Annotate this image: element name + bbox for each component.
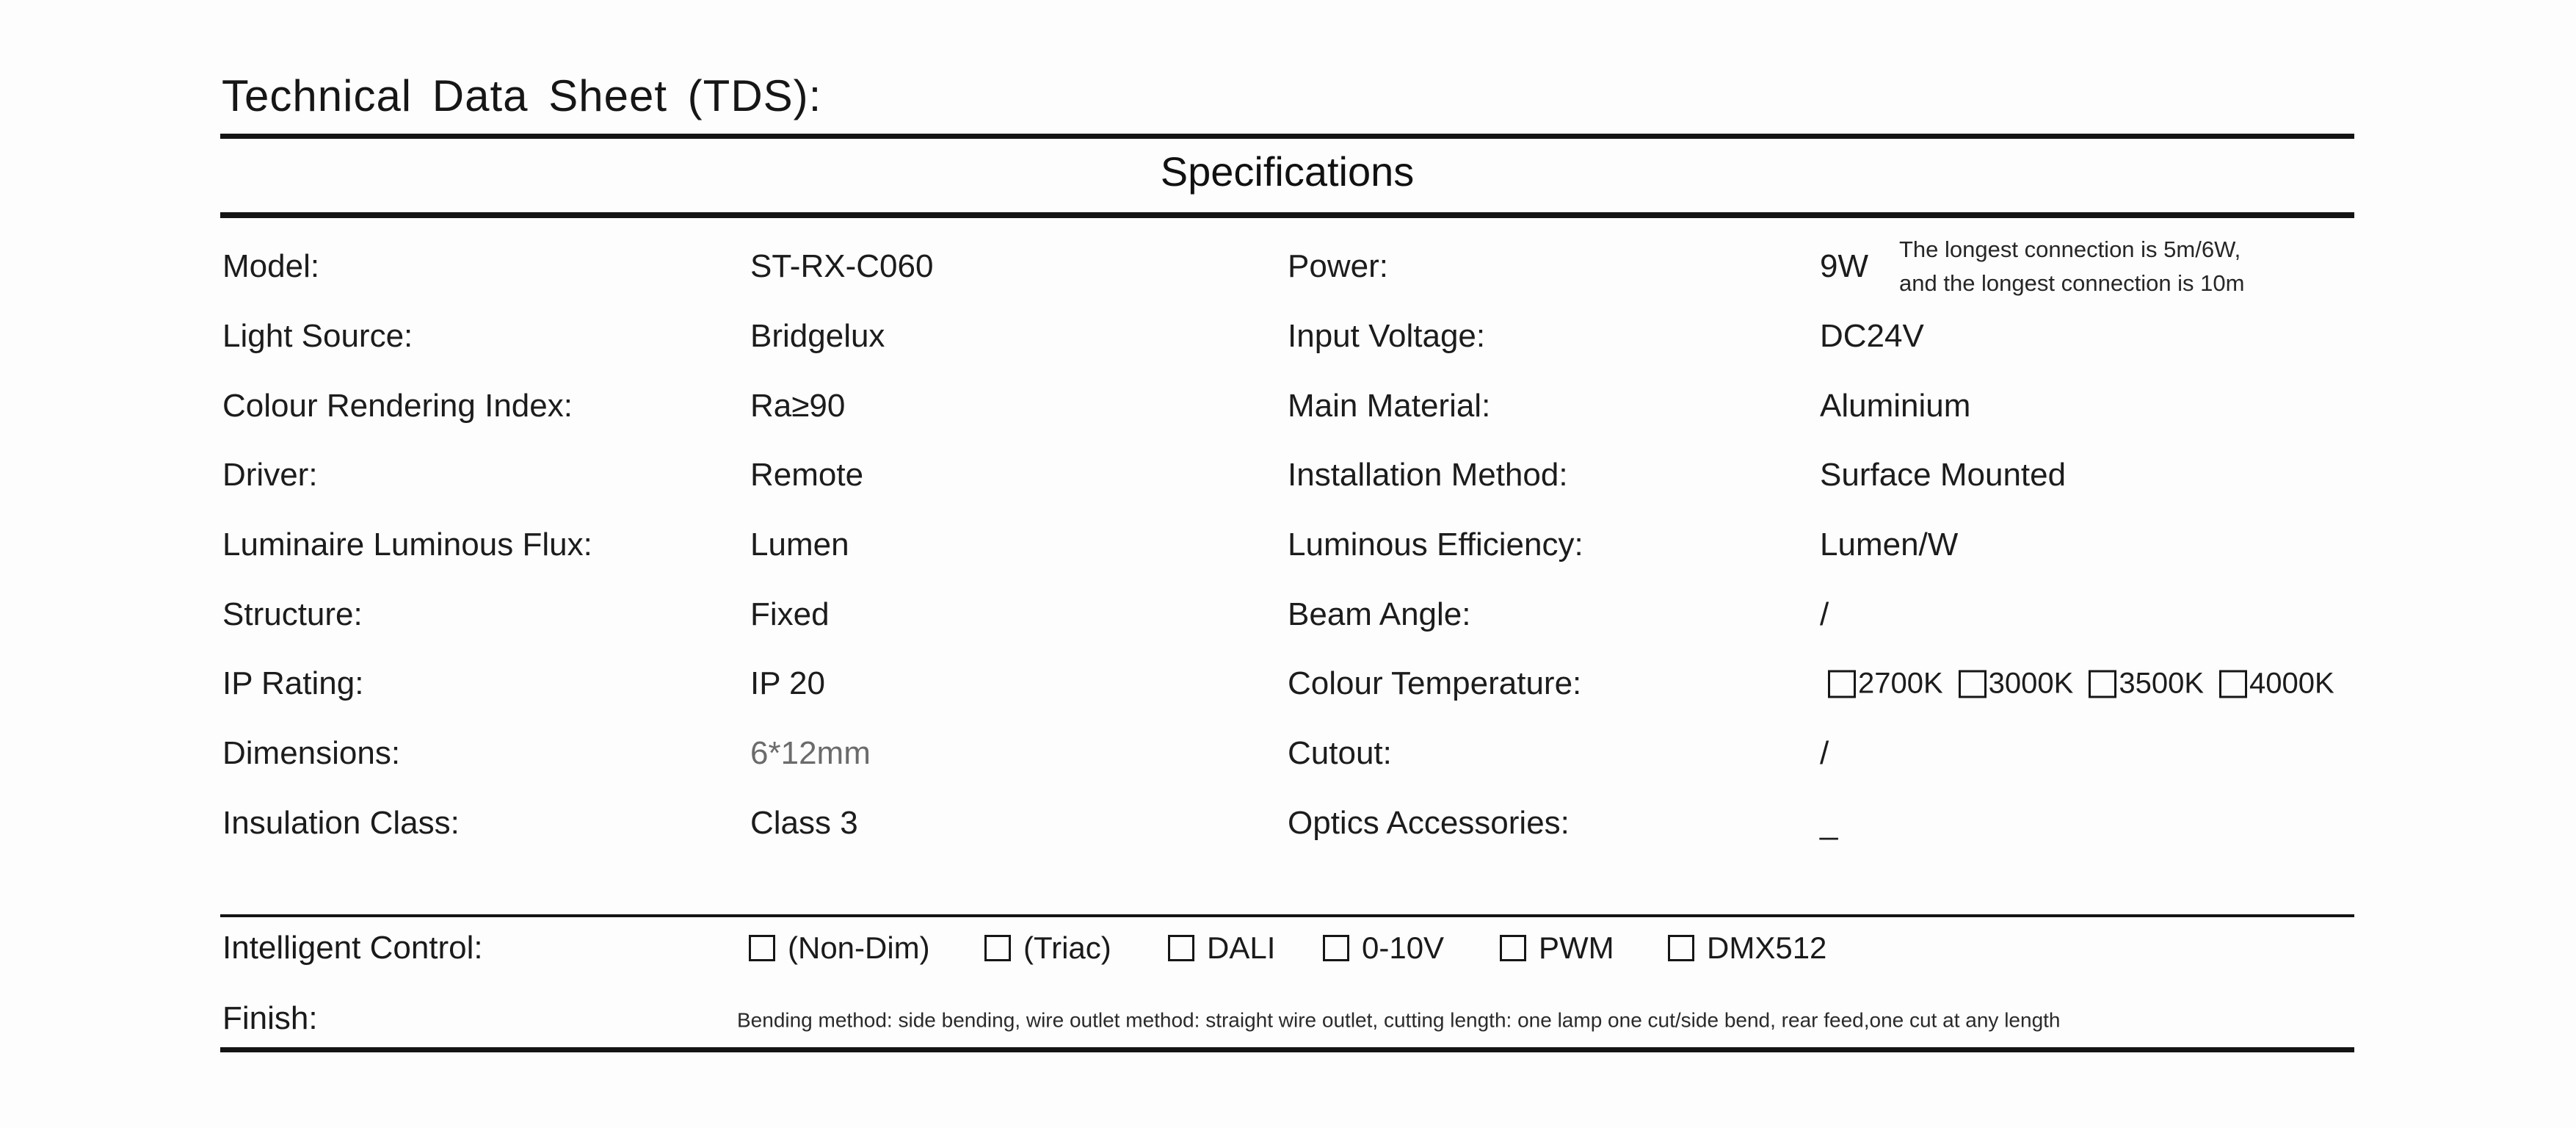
spec-label-ip-rating: IP Rating: [222, 665, 364, 702]
checkbox-triac[interactable] [984, 935, 1011, 961]
spec-label-beam-angle: Beam Angle: [1288, 596, 1471, 632]
intelligent-control-option-non-dim [749, 930, 930, 966]
intelligent-control-option-dmx512 [1668, 930, 1826, 966]
finish-row [220, 988, 2354, 1049]
table-row-insulation-optics [220, 789, 2354, 858]
spec-value-power [1820, 233, 2244, 300]
spec-label-dimensions: Dimensions: [222, 735, 401, 772]
spec-value-cutout: / [1820, 735, 1829, 772]
spec-label-luminous-efficiency: Luminous Efficiency: [1288, 527, 1583, 563]
spec-label-colour-temperature: Colour Temperature: [1288, 665, 1582, 702]
spec-value-luminous-flux: Lumen [750, 527, 849, 563]
spec-value-cri: Ra≥90 [750, 387, 846, 424]
divider-under-title [220, 134, 2354, 139]
spec-value-structure: Fixed [750, 596, 830, 632]
colour-temp-option-3000k [1959, 668, 2074, 701]
page-title: Technical Data Sheet (TDS): [222, 71, 822, 120]
checkbox-3500k[interactable] [2089, 670, 2116, 698]
spec-value-dimensions: 6*12mm [750, 735, 871, 772]
power-note-line2: and the longest connection is 10m [1899, 270, 2245, 297]
power-value: 9W [1820, 248, 1868, 285]
checkbox-dali[interactable] [1168, 935, 1194, 961]
power-connection-note [1899, 233, 2244, 300]
spec-label-model: Model: [222, 248, 320, 285]
intelligent-control-option-pwm [1500, 930, 1614, 966]
checkbox-non-dim[interactable] [749, 935, 775, 961]
intelligent-control-option-0-10v [1323, 930, 1444, 966]
colour-temp-option-3500k [2089, 668, 2204, 701]
spec-value-driver: Remote [750, 457, 864, 494]
spec-label-cri: Colour Rendering Index: [222, 387, 573, 424]
checkbox-label-3000k: 3000K [1988, 667, 2074, 700]
finish-label: Finish: [222, 1000, 318, 1036]
intelligent-control-option-dali [1168, 930, 1275, 966]
checkbox-label-dmx512: DMX512 [1707, 930, 1827, 965]
power-note-line1: The longest connection is 5m/6W, [1899, 236, 2241, 263]
spec-label-driver: Driver: [222, 457, 318, 494]
checkbox-4000k[interactable] [2219, 670, 2247, 698]
spec-label-light-source: Light Source: [222, 318, 413, 355]
checkbox-2700k[interactable] [1828, 670, 1856, 698]
checkbox-0-10v[interactable] [1323, 935, 1349, 961]
spec-label-luminous-flux: Luminaire Luminous Flux: [222, 527, 592, 563]
table-row-dimensions-cutout [220, 719, 2354, 789]
colour-temperature-options [1828, 668, 2334, 701]
intelligent-control-option-triac [984, 930, 1111, 966]
intelligent-control-label: Intelligent Control: [222, 930, 483, 966]
checkbox-label-dali: DALI [1207, 930, 1276, 965]
checkbox-label-0-10v: 0-10V [1362, 930, 1445, 965]
table-row-lightsource-voltage [220, 302, 2354, 372]
spec-value-luminous-efficiency: Lumen/W [1820, 527, 1959, 563]
spec-label-input-voltage: Input Voltage: [1288, 318, 1486, 355]
finish-note: Bending method: side bending, wire outlet method: straight wire outlet, cutting length: one lamp one cut/side bend, rear feed,one cut at any length [737, 1008, 2061, 1032]
checkbox-label-non-dim: (Non-Dim) [788, 930, 930, 965]
spec-label-structure: Structure: [222, 596, 363, 632]
divider-bottom [220, 1047, 2354, 1052]
spec-value-insulation-class: Class 3 [750, 804, 858, 841]
colour-temp-option-4000k [2219, 668, 2334, 701]
divider-under-section-header [220, 212, 2354, 218]
spec-value-light-source: Bridgelux [750, 318, 885, 355]
spec-value-main-material: Aluminium [1820, 387, 1971, 424]
checkbox-label-3500k: 3500K [2119, 667, 2205, 700]
table-row-cri-material [220, 371, 2354, 441]
checkbox-label-4000k: 4000K [2249, 667, 2334, 700]
intelligent-control-row [220, 917, 2354, 979]
spec-label-installation-method: Installation Method: [1288, 457, 1568, 494]
spec-label-main-material: Main Material: [1288, 387, 1491, 424]
checkbox-3000k[interactable] [1959, 670, 1987, 698]
checkbox-label-pwm: PWM [1539, 930, 1614, 965]
table-row-iprating-colourtemp [220, 649, 2354, 719]
spec-label-cutout: Cutout: [1288, 735, 1392, 772]
checkbox-label-2700k: 2700K [1858, 667, 1943, 700]
spec-label-power: Power: [1288, 248, 1388, 285]
checkbox-pwm[interactable] [1500, 935, 1526, 961]
specifications-table [220, 232, 2354, 858]
section-header-specifications: Specifications [1160, 148, 1415, 195]
spec-label-optics-accessories: Optics Accessories: [1288, 804, 1570, 841]
spec-value-optics-accessories: _ [1820, 804, 1838, 841]
table-row-driver-installation [220, 441, 2354, 510]
table-row-structure-beamangle [220, 579, 2354, 649]
spec-value-model: ST-RX-C060 [750, 248, 934, 285]
table-row-model-power [220, 232, 2354, 302]
spec-value-beam-angle: / [1820, 596, 1829, 632]
checkbox-label-triac: (Triac) [1023, 930, 1111, 965]
spec-value-installation-method: Surface Mounted [1820, 457, 2067, 494]
colour-temp-option-2700k [1828, 668, 1943, 701]
spec-value-ip-rating: IP 20 [750, 665, 825, 702]
tds-document [220, 0, 2354, 1128]
table-row-flux-efficiency [220, 510, 2354, 580]
checkbox-dmx512[interactable] [1668, 935, 1694, 961]
spec-value-input-voltage: DC24V [1820, 318, 1924, 355]
spec-label-insulation-class: Insulation Class: [222, 804, 460, 841]
